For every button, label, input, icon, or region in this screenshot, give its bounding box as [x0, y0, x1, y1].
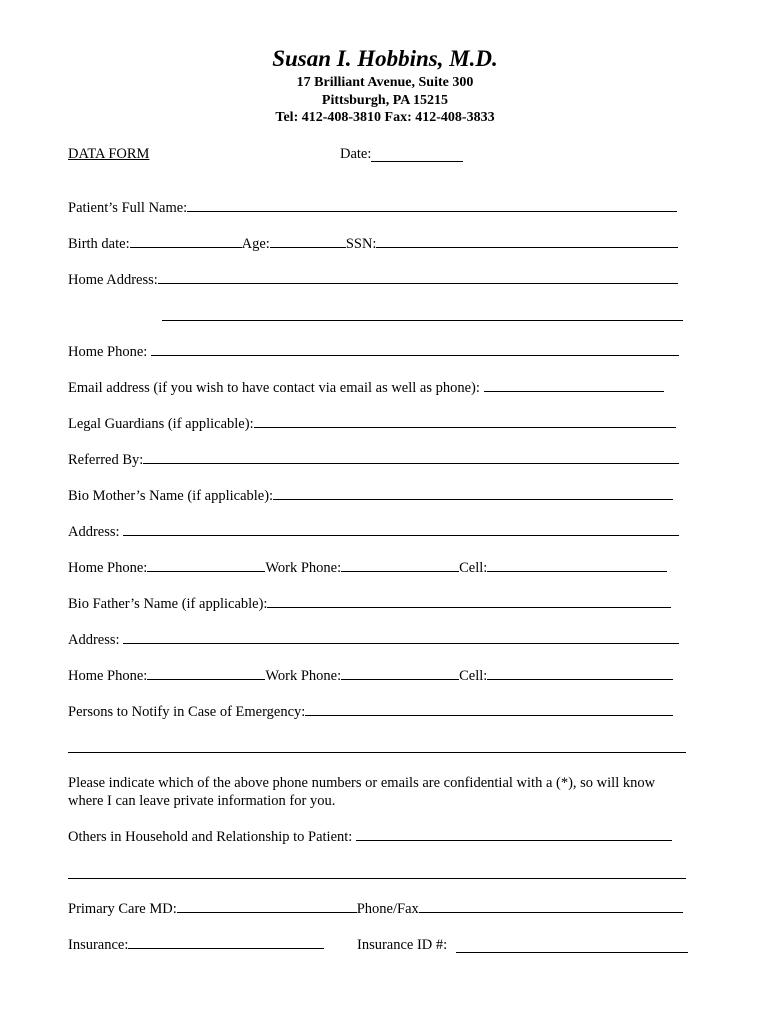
mother-address-row — [68, 523, 692, 541]
primary-care-field[interactable] — [177, 900, 357, 913]
home-address-row — [68, 271, 692, 289]
mother-cell-field[interactable] — [487, 559, 667, 572]
email-label: Email address (if you wish to have contact via email as well as phone): — [68, 380, 480, 396]
title-row — [68, 145, 692, 163]
bio-father-row — [68, 595, 692, 613]
office-address: 17 Brilliant Avenue, Suite 300 — [296, 75, 474, 90]
legal-guardians-field[interactable] — [254, 415, 676, 428]
mother-cell-label: Cell: — [459, 560, 488, 576]
emergency-field[interactable] — [305, 703, 673, 716]
age-field[interactable] — [270, 235, 346, 248]
emergency-field-2[interactable] — [68, 740, 686, 753]
bio-mother-field[interactable] — [273, 487, 673, 500]
mother-address-field[interactable] — [123, 523, 679, 536]
bio-mother-label: Bio Mother’s Name (if applicable): — [68, 488, 274, 504]
emergency-row-2 — [68, 740, 692, 758]
patient-name-row — [68, 199, 692, 217]
father-home-phone-label: Home Phone: — [68, 668, 148, 684]
insurance-id-field[interactable] — [456, 940, 688, 953]
home-phone-label: Home Phone: — [68, 344, 148, 360]
ssn-field[interactable] — [376, 235, 678, 248]
home-address-field[interactable] — [158, 271, 678, 284]
father-work-phone-field[interactable] — [341, 667, 459, 680]
household-row-2 — [68, 866, 692, 884]
household-row — [68, 828, 692, 846]
birth-date-label: Birth date: — [68, 236, 130, 252]
home-address-row-2 — [68, 308, 692, 326]
father-address-row — [68, 631, 692, 649]
legal-guardians-label: Legal Guardians (if applicable): — [68, 416, 254, 432]
father-address-label: Address: — [68, 632, 120, 648]
office-city: Pittsburgh, PA 15215 — [321, 93, 449, 108]
insurance-row — [68, 936, 692, 954]
form-title: DATA FORM — [68, 146, 150, 162]
primary-care-label: Primary Care MD: — [68, 901, 177, 917]
date-field[interactable] — [371, 149, 463, 162]
father-address-field[interactable] — [123, 631, 679, 644]
father-phones-row — [68, 667, 692, 685]
mother-phones-row — [68, 559, 692, 577]
insurance-label: Insurance: — [68, 937, 129, 953]
office-tel-fax: Tel: 412-408-3810 Fax: 412-408-3833 — [275, 110, 495, 125]
date-label: Date: — [340, 146, 372, 162]
father-cell-field[interactable] — [487, 667, 673, 680]
email-row — [68, 379, 692, 397]
mother-work-phone-label: Work Phone: — [265, 560, 342, 576]
referred-by-field[interactable] — [143, 451, 679, 464]
household-field[interactable] — [356, 828, 672, 841]
phone-fax-field[interactable] — [419, 900, 683, 913]
home-phone-row — [68, 343, 692, 361]
phone-fax-label: Phone/Fax — [356, 901, 419, 917]
birth-date-field[interactable] — [130, 235, 242, 248]
mother-home-phone-label: Home Phone: — [68, 560, 148, 576]
home-address-label: Home Address: — [68, 272, 158, 288]
primary-care-row — [68, 900, 692, 918]
emergency-label: Persons to Notify in Case of Emergency: — [68, 704, 306, 720]
father-home-phone-field[interactable] — [147, 667, 265, 680]
household-field-2[interactable] — [68, 866, 686, 879]
patient-name-label: Patient’s Full Name: — [68, 200, 188, 216]
father-work-phone-label: Work Phone: — [265, 668, 342, 684]
bio-mother-row — [68, 487, 692, 505]
insurance-field[interactable] — [128, 936, 324, 949]
home-address-field-2[interactable] — [162, 308, 683, 321]
household-label: Others in Household and Relationship to Patient: — [68, 829, 353, 845]
home-phone-field[interactable] — [151, 343, 679, 356]
emergency-row — [68, 703, 692, 721]
referred-by-row — [68, 451, 692, 469]
email-field[interactable] — [484, 379, 664, 392]
mother-address-label: Address: — [68, 524, 120, 540]
insurance-id-label: Insurance ID #: — [357, 937, 448, 953]
mother-home-phone-field[interactable] — [147, 559, 265, 572]
referred-by-label: Referred By: — [68, 452, 144, 468]
mother-work-phone-field[interactable] — [341, 559, 459, 572]
doctor-name: Susan I. Hobbins, M.D. — [272, 46, 498, 71]
bio-father-label: Bio Father’s Name (if applicable): — [68, 596, 268, 612]
father-cell-label: Cell: — [459, 668, 488, 684]
legal-guardians-row — [68, 415, 692, 433]
age-label: Age: — [241, 236, 270, 252]
ssn-label: SSN: — [345, 236, 377, 252]
patient-name-field[interactable] — [187, 199, 677, 212]
birth-age-ssn-row — [68, 235, 692, 253]
confidential-note: Please indicate which of the above phone numbers or emails are confidential with a (*), so will know where I can leave private information for you. — [68, 775, 656, 809]
bio-father-field[interactable] — [267, 595, 671, 608]
